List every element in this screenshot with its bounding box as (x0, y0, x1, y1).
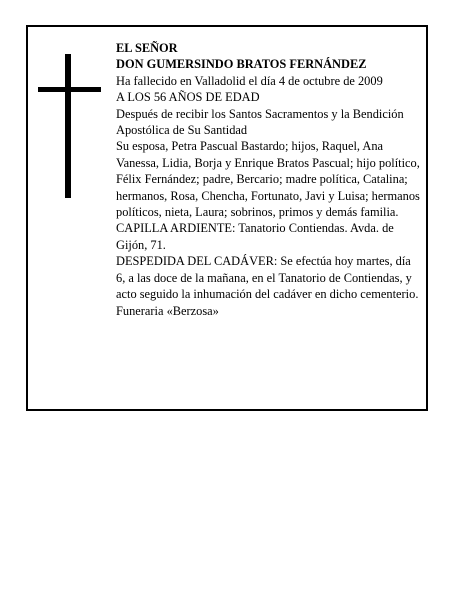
notice-title: EL SEÑOR (116, 41, 178, 55)
cross-icon (38, 54, 101, 198)
cross-vertical-bar (65, 54, 71, 198)
sacraments-statement: Después de recibir los Santos Sacramentos y la Bendición Apostólica de Su Santidad (116, 106, 404, 138)
death-statement: Ha fallecido en Valladolid el día 4 de octubre de 2009 (116, 73, 383, 88)
cross-horizontal-bar (38, 87, 101, 92)
farewell-info: DESPEDIDA DEL CADÁVER: Se efectúa hoy martes, día 6, a las doce de la mañana, en el Tanatorio de Contiendas, y acto seguido la inhumación del cadáver en dicho cementerio. (116, 254, 419, 302)
obituary-notice (26, 25, 428, 411)
funeral-home: Funeraria «Berzosa» (116, 303, 219, 318)
notice-text (116, 40, 422, 319)
age-statement: A LOS 56 AÑOS DE EDAD (116, 90, 260, 105)
family-list: Su esposa, Petra Pascual Bastardo; hijos, Raquel, Ana Vanessa, Lidia, Borja y Enrique Bratos Pascual; hijo político, Félix Fernández; padre, Bercario; madre política, Catalina; hermanos, Rosa, Chencha, Fortunato, Javi y Luisa; hermanos políticos, nieta, Laura; sobrinos, primos y demás familia. (116, 139, 420, 220)
chapel-info: CAPILLA ARDIENTE: Tanatorio Contiendas. Avda. de Gijón, 71. (116, 221, 394, 252)
deceased-name: DON GUMERSINDO BRATOS FERNÁNDEZ (116, 57, 367, 72)
